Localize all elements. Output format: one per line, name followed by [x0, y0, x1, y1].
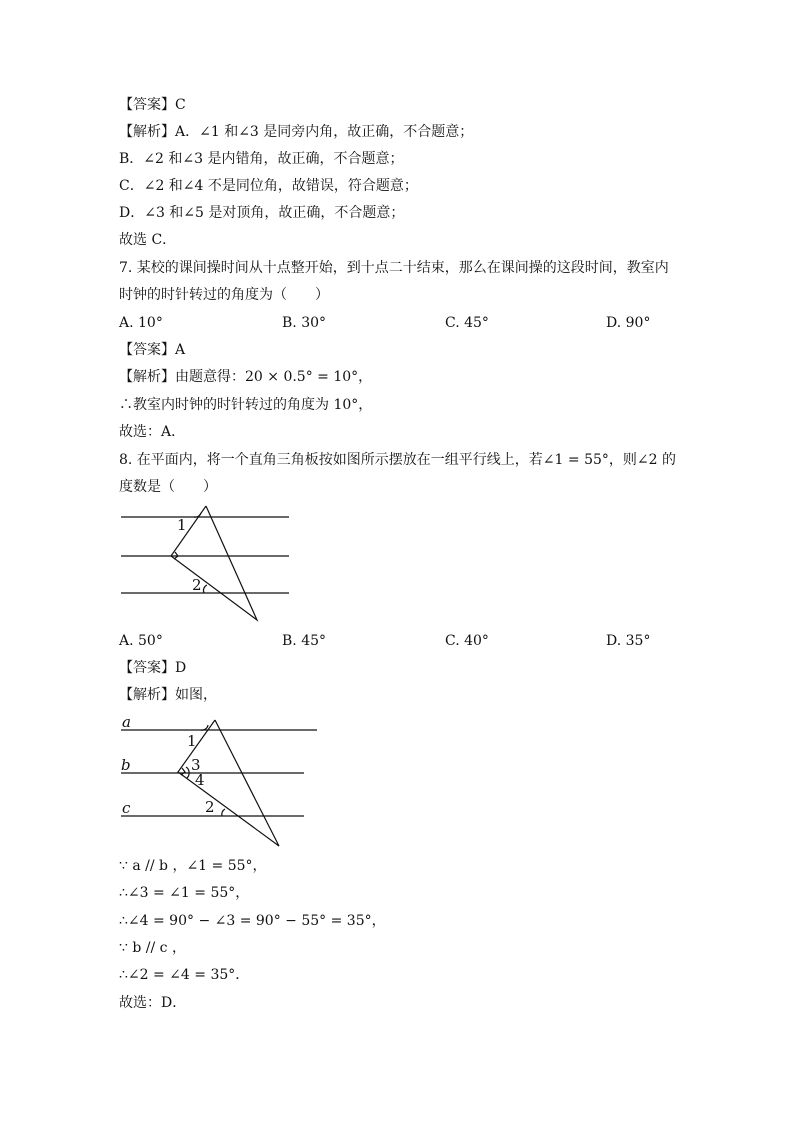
q8-stem-line-1: 8. 在平面内，将一个直角三角板按如图所示摆放在一组平行线上，若∠1 = 55°，则∠2 的	[119, 452, 676, 468]
angle-2-arc	[203, 585, 207, 593]
q7-analysis-line-3: 故选：A．	[119, 424, 186, 440]
q8-figure-1	[119, 503, 299, 623]
q7-option-a: A. 10°	[119, 315, 163, 331]
angle-label-2: 2	[192, 576, 202, 594]
angle-label-3: 3	[191, 756, 201, 774]
right-angle-mark	[181, 768, 185, 775]
q7-analysis-line-1: 【解析】由题意得：20 × 0.5° = 10°，	[119, 369, 373, 385]
q7-stem-line-2: 时钟的时针转过的角度为（ ）	[119, 287, 329, 303]
angle-label-1: 1	[177, 516, 187, 534]
q8-step-3: ∴∠4 = 90° − ∠3 = 90° − 55° = 35°，	[119, 913, 386, 929]
q8-option-c: C. 40°	[445, 633, 489, 649]
angle-label-2: 2	[205, 798, 215, 816]
q8-step-2: ∴∠3 = ∠1 = 55°，	[119, 885, 250, 901]
angle-1-arc	[201, 725, 208, 730]
q8-stem-line-2: 度数是（ ）	[119, 479, 217, 495]
q6-answer: 【答案】C	[119, 97, 186, 113]
q7-stem-line-1: 7. 某校的课间操时间从十点整开始，到十点二十结束，那么在课间操的这段时间，教室内	[119, 260, 669, 276]
q8-option-a: A. 50°	[119, 633, 163, 649]
q6-analysis-line-4: D．∠3 和∠5 是对顶角，故正确，不合题意；	[119, 205, 405, 221]
q6-analysis-line-2: B．∠2 和∠3 是内错角，故正确，不合题意；	[119, 151, 404, 167]
q8-analysis-intro: 【解析】如图，	[119, 687, 217, 703]
q8-step-1: ∵ a // b ，∠1 = 55°，	[119, 858, 267, 874]
q7-option-b: B. 30°	[282, 315, 327, 331]
q7-analysis-line-2: ∴教室内时钟的时针转过的角度为 10°，	[119, 397, 373, 413]
angle-label-1: 1	[187, 732, 197, 750]
q6-analysis-line-3: C．∠2 和∠4 不是同位角，故错误，符合题意；	[119, 178, 418, 194]
line-label-b: b	[121, 756, 131, 774]
angle-4-arc	[187, 773, 189, 778]
q8-answer: 【答案】D	[119, 660, 187, 676]
q7-answer: 【答案】A	[119, 342, 186, 358]
q7-option-d: D. 90°	[606, 315, 651, 331]
angle-2-arc	[222, 809, 225, 816]
q6-analysis-line-5: 故选 C．	[119, 232, 177, 248]
q8-option-b: B. 45°	[282, 633, 327, 649]
line-label-a: a	[122, 713, 131, 731]
q8-step-6: 故选：D．	[119, 995, 187, 1011]
q8-figure-2	[119, 712, 319, 852]
q6-analysis-line-1: 【解析】A．∠1 和∠3 是同旁内角，故正确，不合题意；	[119, 124, 474, 140]
q7-option-c: C. 45°	[445, 315, 489, 331]
q8-option-d: D. 35°	[606, 633, 651, 649]
q8-step-4: ∵ b // c ，	[119, 940, 186, 956]
angle-label-4: 4	[195, 771, 205, 789]
angle-3-arc	[186, 767, 189, 773]
line-label-c: c	[122, 799, 131, 817]
q8-step-5: ∴∠2 = ∠4 = 35°．	[119, 967, 250, 983]
